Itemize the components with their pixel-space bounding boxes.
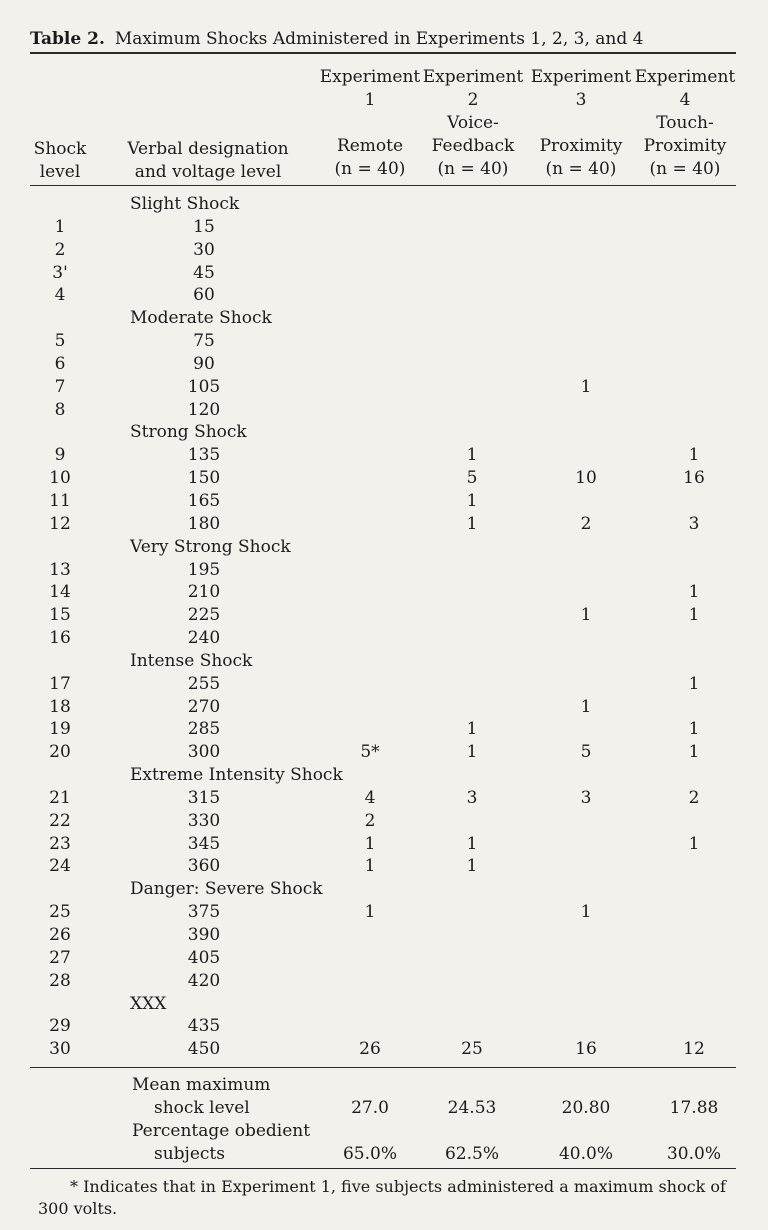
mean-value-e1: 27.0: [351, 1098, 389, 1118]
experiment-1-cell: 1: [364, 856, 376, 877]
voltage-cell: 360: [187, 856, 221, 877]
voltage-cell: 75: [193, 331, 215, 352]
experiment-2-cell: 1: [466, 856, 478, 877]
voltage-cell: 375: [187, 902, 221, 923]
category-row: [0, 764, 768, 787]
category-label: Slight Shock: [130, 194, 240, 214]
footnote: [38, 1176, 748, 1220]
shock-level-cell: 20: [49, 742, 71, 763]
table-row: [0, 627, 768, 650]
voltage-cell: 165: [187, 490, 221, 511]
category-label: Moderate Shock: [130, 308, 272, 329]
shock-level-cell: 5: [54, 331, 66, 352]
voltage-cell: 105: [187, 376, 221, 397]
shock-level-cell: 17: [49, 673, 71, 694]
table-row: [0, 970, 768, 993]
category-label: Extreme Intensity Shock: [130, 765, 343, 786]
experiment-1-cell: 26: [359, 1039, 381, 1060]
category-row: [0, 421, 768, 444]
table-row: [0, 855, 768, 878]
table-row: [0, 673, 768, 696]
table-row: [0, 284, 768, 307]
table-title: Maximum Shocks Administered in Experiments 1, 2, 3, and 4: [114, 29, 644, 49]
experiment-4-cell: 1: [688, 719, 700, 740]
voltage-cell: 210: [187, 582, 221, 603]
table-row: [0, 262, 768, 285]
category-label: Strong Shock: [130, 422, 247, 443]
experiment-3-cell: 3: [580, 787, 592, 808]
voltage-cell: 60: [193, 285, 215, 306]
experiment-4-cell: 1: [688, 833, 700, 854]
voltage-cell: 285: [187, 719, 221, 740]
percent-label-line1: Percentage obedient: [132, 1121, 311, 1141]
shock-level-cell: 6: [54, 353, 66, 374]
experiment-3-cell: 1: [580, 605, 592, 626]
table-row: [0, 741, 768, 764]
voltage-cell: 255: [187, 673, 221, 694]
shock-level-cell: 1: [54, 216, 66, 237]
voltage-cell: 240: [187, 628, 221, 649]
shock-level-cell: 12: [49, 513, 71, 534]
table-row: [0, 833, 768, 856]
experiment-2-cell: 1: [466, 513, 478, 534]
shock-level-cell: 21: [49, 787, 71, 808]
percent-value-e4: 30.0%: [666, 1144, 721, 1164]
experiment-4-cell: 12: [683, 1039, 705, 1060]
experiment-1-cell: 1: [364, 902, 376, 923]
voltage-cell: 135: [187, 445, 221, 466]
table-row: [0, 490, 768, 513]
mean-value-e4: 17.88: [669, 1098, 719, 1118]
voltage-cell: 180: [187, 513, 221, 534]
category-label: Very Strong Shock: [130, 536, 291, 557]
experiment-4-cell: 1: [688, 445, 700, 466]
experiment-4-cell: 2: [688, 787, 700, 808]
mean-label-line2: shock level: [154, 1098, 250, 1118]
experiment-2-cell: 25: [461, 1039, 483, 1060]
header-experiment-3: Experiment 3 Proximity (n = 40): [530, 67, 632, 179]
voltage-cell: 195: [187, 559, 221, 580]
header-rule: [30, 185, 736, 186]
table-row: [0, 444, 768, 467]
experiment-3-cell: 1: [580, 696, 592, 717]
experiment-2-cell: 1: [466, 719, 478, 740]
category-row: [0, 193, 768, 216]
table-row: [0, 376, 768, 399]
shock-level-cell: 18: [49, 696, 71, 717]
experiment-1-cell: 1: [364, 833, 376, 854]
table-row: [0, 718, 768, 741]
table-row: [0, 696, 768, 719]
shock-level-cell: 23: [49, 833, 71, 854]
header-experiment-1: Experiment 1 Remote (n = 40): [319, 67, 421, 179]
table-row: [0, 604, 768, 627]
voltage-cell: 420: [187, 970, 221, 991]
experiment-3-cell: 1: [580, 376, 592, 397]
shock-level-cell: 22: [49, 810, 71, 831]
experiment-1-cell: 2: [364, 810, 376, 831]
voltage-cell: 315: [187, 787, 221, 808]
category-row: [0, 878, 768, 901]
experiment-4-cell: 3: [688, 513, 700, 534]
voltage-cell: 15: [193, 216, 215, 237]
table-row: [0, 239, 768, 262]
table-row: [0, 216, 768, 239]
table-row: [0, 399, 768, 422]
top-rule: [30, 52, 736, 54]
shock-level-cell: 28: [49, 970, 71, 991]
percent-value-e2: 62.5%: [444, 1144, 499, 1164]
experiment-3-cell: 5: [580, 742, 592, 763]
table-row: [0, 924, 768, 947]
voltage-cell: 45: [193, 262, 215, 283]
table-row: [0, 581, 768, 604]
percent-label-line2: subjects: [154, 1144, 225, 1164]
table-row: [0, 513, 768, 536]
bottom-rule: [30, 1168, 736, 1169]
category-label: Intense Shock: [130, 650, 253, 671]
experiment-3-cell: 2: [580, 513, 592, 534]
percent-value-e1: 65.0%: [342, 1144, 397, 1164]
shock-level-cell: 29: [49, 1016, 71, 1037]
shock-level-cell: 26: [49, 925, 71, 945]
mean-value-e3: 20.80: [561, 1098, 611, 1118]
table-row: [0, 353, 768, 376]
voltage-cell: 330: [187, 810, 221, 831]
table-row: [0, 559, 768, 582]
experiment-1-cell: 4: [364, 787, 376, 808]
table-row: [0, 467, 768, 490]
summary-mean-row: [0, 1074, 768, 1120]
summary-rule: [30, 1067, 736, 1068]
table-row: [0, 787, 768, 810]
shock-level-cell: 7: [54, 376, 66, 397]
experiment-2-cell: 5: [466, 468, 478, 489]
experiment-4-cell: 1: [688, 582, 700, 603]
experiment-1-cell: 5*: [360, 742, 380, 763]
shock-level-cell: 25: [49, 902, 71, 923]
shock-level-cell: 4: [54, 285, 66, 306]
shock-level-cell: 13: [49, 559, 71, 580]
experiment-4-cell: 16: [683, 468, 705, 489]
category-row: [0, 650, 768, 673]
experiment-4-cell: 1: [688, 605, 700, 626]
voltage-cell: 270: [187, 696, 221, 717]
table-label: Table 2.: [30, 29, 105, 49]
voltage-cell: 435: [187, 1016, 221, 1037]
category-label: XXX: [130, 993, 167, 1014]
category-label: Danger: Severe Shock: [130, 879, 323, 900]
table-body: [0, 193, 768, 1061]
shock-level-cell: 15: [49, 605, 71, 626]
experiment-4-cell: 1: [688, 673, 700, 694]
voltage-cell: 90: [193, 353, 215, 374]
voltage-cell: 150: [187, 468, 221, 489]
shock-level-cell: 11: [49, 490, 71, 511]
shock-level-cell: 27: [49, 947, 71, 968]
percent-value-e3: 40.0%: [558, 1144, 613, 1164]
shock-level-cell: 19: [49, 719, 71, 740]
summary-percent-row: [0, 1120, 768, 1166]
shock-level-cell: 10: [49, 468, 71, 489]
table-row: [0, 1038, 768, 1061]
experiment-2-cell: 1: [466, 742, 478, 763]
experiment-2-cell: 3: [466, 787, 478, 808]
shock-level-cell: 3': [52, 262, 68, 283]
experiment-3-cell: 16: [575, 1039, 597, 1060]
shock-level-cell: 24: [49, 856, 71, 877]
voltage-cell: 120: [187, 399, 221, 420]
table-row: [0, 947, 768, 970]
table-row: [0, 330, 768, 353]
experiment-2-cell: 1: [466, 833, 478, 854]
experiment-3-cell: 1: [580, 902, 592, 923]
voltage-cell: 300: [187, 742, 221, 763]
header-shock-level: Shock level: [33, 139, 87, 182]
shock-level-cell: 8: [54, 399, 66, 420]
experiment-2-cell: 1: [466, 445, 478, 466]
category-row: [0, 536, 768, 559]
voltage-cell: 405: [187, 947, 221, 968]
experiment-4-cell: 1: [688, 742, 700, 763]
category-row: [0, 307, 768, 330]
experiment-2-cell: 1: [466, 490, 478, 511]
shock-level-cell: 30: [49, 1039, 71, 1060]
table-row: [0, 901, 768, 924]
voltage-cell: 30: [193, 239, 215, 260]
footnote-line1: * Indicates that in Experiment 1, five subjects administered a maximum shock of: [70, 1177, 726, 1196]
shock-level-cell: 14: [49, 582, 71, 603]
voltage-cell: 450: [187, 1039, 221, 1060]
voltage-cell: 390: [187, 925, 221, 945]
mean-label-line1: Mean maximum: [132, 1075, 271, 1095]
header-experiment-4: Experiment 4 Touch- Proximity (n = 40): [634, 67, 736, 179]
mean-value-e2: 24.53: [447, 1098, 497, 1118]
table-row: [0, 1015, 768, 1038]
header-experiment-2: Experiment 2 Voice- Feedback (n = 40): [422, 67, 524, 179]
voltage-cell: 345: [187, 833, 221, 854]
shock-level-cell: 16: [49, 628, 71, 649]
category-row: [0, 993, 768, 1016]
experiment-3-cell: 10: [575, 468, 597, 489]
voltage-cell: 225: [187, 605, 221, 626]
table-caption: [30, 28, 643, 50]
shock-level-cell: 2: [54, 239, 66, 260]
footnote-line2: 300 volts.: [38, 1199, 118, 1218]
table-row: [0, 810, 768, 833]
header-verbal-designation: Verbal designation and voltage level: [127, 139, 289, 182]
shock-level-cell: 9: [54, 445, 66, 466]
